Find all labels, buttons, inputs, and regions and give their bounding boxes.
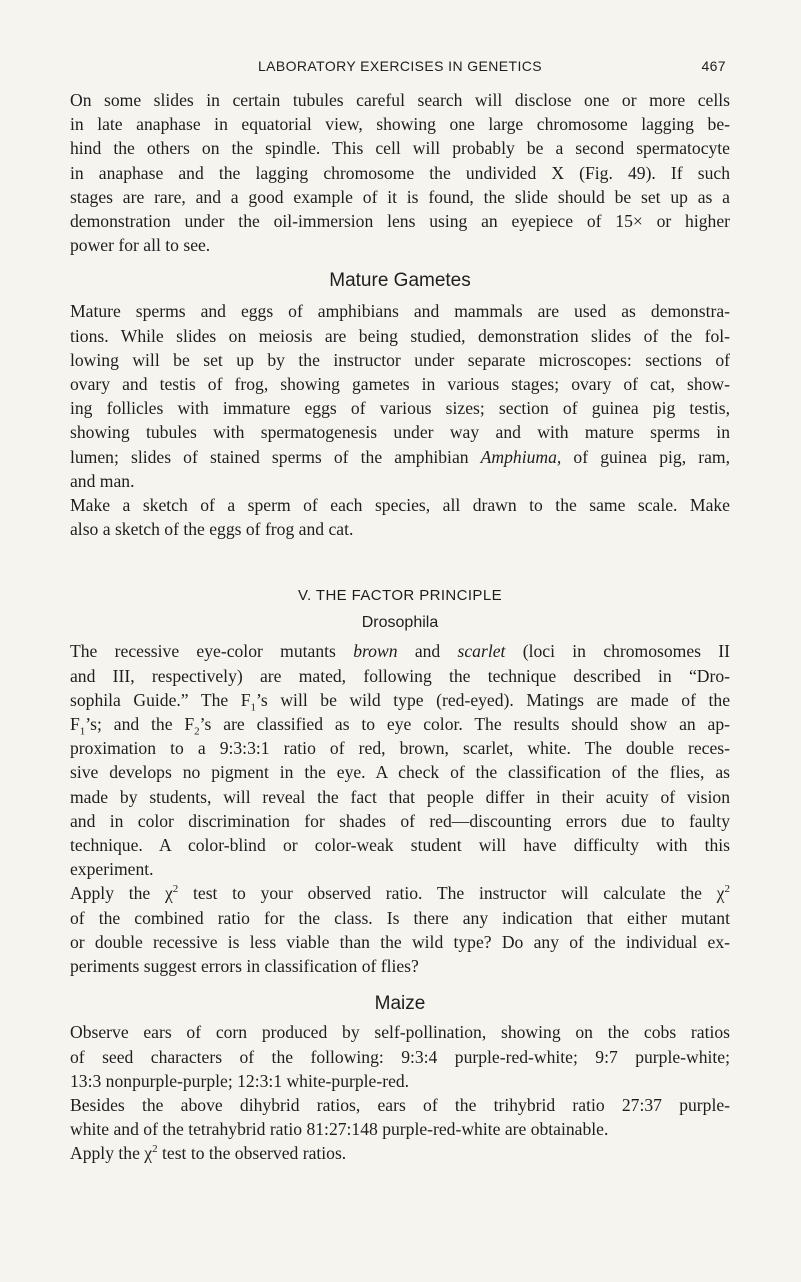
subscript: 1 xyxy=(250,701,257,714)
text-run: test to your observed ratio. The instructor will calculate the χ xyxy=(178,883,725,904)
text-run: The recessive eye-color mutants xyxy=(70,641,354,662)
text-run: ’s are classified as to eye color. The results should show an ap- xyxy=(199,714,731,735)
heading-maize: Maize xyxy=(374,993,426,1015)
text-line: lowing will be set up by the instructor under separate microscopes: sections of xyxy=(70,349,730,370)
paragraph-apply-chi xyxy=(70,1141,730,1165)
text-line: white and of the tetrahybrid ratio 81:27:148 purple-red-white are obtainable. xyxy=(70,1119,609,1140)
text-line: On some slides in certain tubules careful search will disclose one or more cells xyxy=(70,90,730,110)
heading-factor-principle: V. THE FACTOR PRINCIPLE xyxy=(298,587,502,605)
subscript: 2 xyxy=(194,725,200,738)
text-line: or double recessive is less viable than the wild type? Do any of the individual ex- xyxy=(70,931,730,952)
paragraph-drosophila xyxy=(70,639,730,881)
text-line: of seed characters of the following: 9:3:4 purple-red-white; 9:7 purple-white; xyxy=(70,1046,730,1067)
text-line: made by students, will reveal the fact that people differ in their acuity of vision xyxy=(70,786,730,807)
text-line: experiment. xyxy=(70,859,154,880)
running-head-title: LABORATORY EXERCISES IN GENETICS xyxy=(257,58,543,74)
text-line: in anaphase and the lagging chromosome the undivided X (Fig. 49). If such xyxy=(70,162,730,183)
text-line: Mature sperms and eggs of amphibians and mammals are used as demonstra- xyxy=(70,301,730,322)
text-line: stages are rare, and a good example of it is found, the slide should be set up as a xyxy=(70,186,730,207)
text-line xyxy=(70,445,730,469)
page-number: 467 xyxy=(701,58,726,74)
text-line: proximation to a 9:3:3:1 ratio of red, brown, scarlet, white. The double reces- xyxy=(70,738,730,759)
subscript: 1 xyxy=(79,725,86,738)
superscript: 2 xyxy=(152,1143,158,1156)
text-run: sophila Guide.” The F xyxy=(70,689,251,710)
text-line: Besides the above dihybrid ratios, ears of the trihybrid ratio 27:37 purple- xyxy=(70,1094,730,1115)
text-line: sive develops no pigment in the eye. A check of the classification of the flies, as xyxy=(70,762,730,783)
text-line xyxy=(70,639,730,663)
text-line xyxy=(70,881,730,905)
species-name: Amphiuma, xyxy=(480,446,562,467)
text-line: demonstration under the oil-immersion lens using an eyepiece of 15× or higher xyxy=(70,211,730,232)
paragraph-chi-square xyxy=(70,881,730,978)
text-run: Apply the χ xyxy=(70,1143,153,1164)
paragraph-sketch xyxy=(70,493,730,541)
running-head xyxy=(70,58,730,80)
text-line: Observe ears of corn produced by self-pollination, showing on the cobs ratios xyxy=(70,1022,730,1043)
text-line: hind the others on the spindle. This cell will probably be a second spermatocyte xyxy=(70,138,730,159)
text-run: F xyxy=(70,714,80,735)
text-run: Apply the χ xyxy=(70,883,173,904)
text-run: ’s; and the F xyxy=(85,714,195,735)
text-run: and xyxy=(397,641,458,662)
text-line: also a sketch of the eggs of frog and cat. xyxy=(70,519,354,540)
text-line: 13:3 nonpurple-purple; 12:3:1 white-purple-red. xyxy=(70,1070,410,1091)
text-line: showing tubules with spermatogenesis under way and with mature sperms in xyxy=(70,422,730,443)
paragraph-maize xyxy=(70,1020,730,1093)
text-line: of the combined ratio for the class. Is there any indication that either mutant xyxy=(70,907,730,928)
text-line: ing follicles with immature eggs of various sizes; section of guinea pig testis, xyxy=(70,398,730,419)
text-line: and in color discrimination for shades of red—discounting errors due to faulty xyxy=(70,810,730,831)
text-line xyxy=(70,688,730,712)
heading-mature-gametes: Mature Gametes xyxy=(329,270,471,292)
text-line: power for all to see. xyxy=(70,235,211,256)
text-run: test to the observed ratios. xyxy=(157,1143,347,1164)
mutant-name: scarlet xyxy=(457,641,506,662)
paragraph-lagging-chromosome xyxy=(70,88,730,257)
text-line xyxy=(70,712,730,736)
document-page xyxy=(70,58,730,1166)
text-line: Make a sketch of a sperm of each species, all drawn to the same scale. Make xyxy=(70,495,730,516)
text-line: tions. While slides on meiosis are being studied, demonstration slides of the fol- xyxy=(70,325,730,346)
text-line: and III, respectively) are mated, following the technique described in “Dro- xyxy=(70,665,730,686)
text-line: periments suggest errors in classification of flies? xyxy=(70,956,419,977)
heading-drosophila: Drosophila xyxy=(361,614,439,632)
text-line: and man. xyxy=(70,470,135,491)
text-run: ’s will be wild type (red-eyed). Matings are made of the xyxy=(256,689,731,710)
mutant-name: brown xyxy=(353,641,398,662)
text-line xyxy=(70,1141,730,1165)
text-line: technique. A color-blind or color-weak student will have difficulty with this xyxy=(70,835,730,856)
text-line: ovary and testis of frog, showing gametes in various stages; ovary of cat, show- xyxy=(70,374,730,395)
text-run: (loci in chromosomes II xyxy=(505,641,731,662)
superscript: 2 xyxy=(724,883,730,896)
paragraph-mature-gametes xyxy=(70,299,730,493)
text-run: of guinea pig, ram, xyxy=(561,446,730,467)
paragraph-ratios xyxy=(70,1093,730,1141)
text-line: in late anaphase in equatorial view, showing one large chromosome lagging be- xyxy=(70,114,730,135)
superscript: 2 xyxy=(172,883,179,896)
text-run: lumen; slides of stained sperms of the amphibian xyxy=(70,446,481,467)
